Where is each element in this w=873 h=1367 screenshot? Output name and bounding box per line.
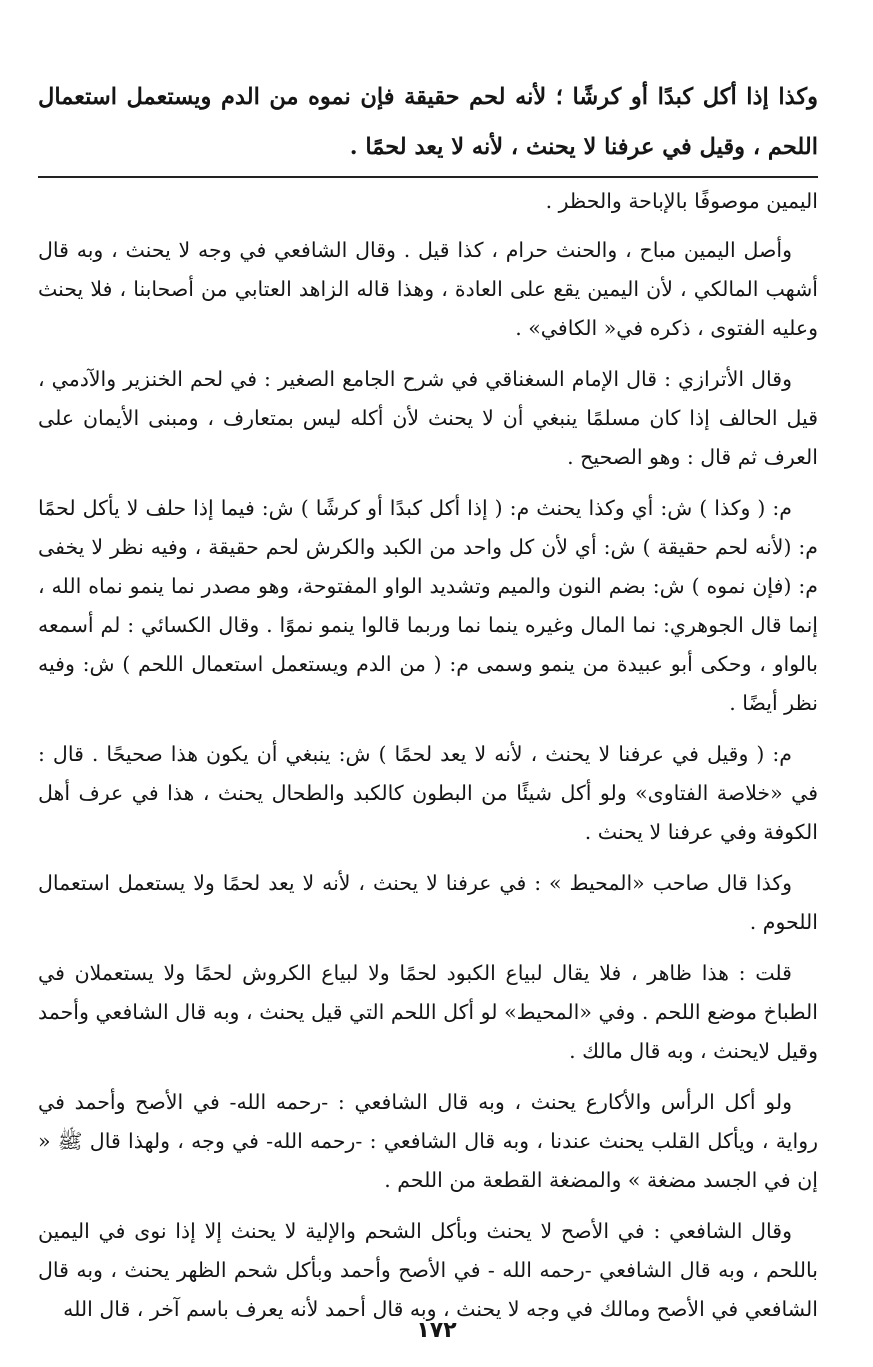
commentary-paragraph: اليمين موصوفًا بالإباحة والحظر . — [545, 189, 818, 213]
commentary-paragraph: وكذا قال صاحب «المحيط » : في عرفنا لا يحنث ، لأنه لا يعد لحمًا ولا يستعمل استعمال اللحوم . — [38, 871, 818, 934]
commentary-paragraph: م: ( وكذا ) ش: أي وكذا يحنث م: ( إذا أكل كبدًا أو كرشًا ) ش: فيما إذا حلف لا يأكل لحمًا م: (لأنه لحم حقيقة ) ش: أي لأن كل واحد من الكبد والكرش لحم حقيقة ، وفيه نظر لا يخفى م: (فإن نموه ) ش: بضم النون والميم وتشديد الواو المفتوحة، وهو مصدر نما ينمو نماه الله ، إنما قال الجوهري: نما المال وغيره ينما نما وربما قالوا ينمو نموًا . وقال الكسائي : لم أسمعه بالواو ، وحكى أبو عبيدة من ينمو وسمى م: ( من الدم ويستعمل استعمال اللحم ) ش: وفيه نظر أيضًا . — [38, 496, 818, 715]
commentary-paragraph: وقال الشافعي : في الأصح لا يحنث وبأكل الشحم والإلية لا يحنث إلا إذا نوى في اليمين باللحم ، وبه قال الشافعي -رحمه الله - في الأصح وأحمد وبأكل شحم الظهر يحنث ، وبه قال الشافعي في الأصح ومالك في وجه لا يحنث ، وبه قال أحمد لأنه يعرف باسم آخر ، قال الله — [38, 1219, 818, 1321]
commentary-paragraph: وأصل اليمين مباح ، والحنث حرام ، كذا قيل . وقال الشافعي في وجه لا يحنث ، وبه قال أشهب المالكي ، لأن اليمين يقع على العادة ، وهذا قاله الزاهد العتابي من أصحابنا ، فلا يحنث وعليه الفتوى ، ذكره في« الكافي» . — [38, 238, 818, 340]
commentary-paragraph: وقال الأترازي : قال الإمام السغناقي في شرح الجامع الصغير : في لحم الخنزير والآدمي ، قيل الحالف إذا كان مسلمًا ينبغي أن لا يحنث لأن أكله ليس بمتعارف ، ومبنى الأيمان على العرف ثم قال : وهو الصحيح . — [38, 367, 818, 469]
commentary-paragraph: قلت : هذا ظاهر ، فلا يقال لبياع الكبود لحمًا ولا لبياع الكروش لحمًا ولا يستعملان في الطباخ موضع اللحم . وفي «المحيط» لو أكل اللحم التي قيل يحنث ، وبه قال الشافعي وأحمد وقيل لايحنث ، وبه قال مالك . — [38, 961, 818, 1063]
matn-text: وكذا إذا أكل كبدًا أو كرشًا ؛ لأنه لحم حقيقة فإن نموه من الدم ويستعمل استعمال اللحم ، وقيل في عرفنا لا يحنث ، لأنه لا يعد لحمًا . — [38, 84, 818, 160]
page-number: ١٧٢ — [416, 1318, 457, 1343]
commentary-block — [38, 182, 818, 1341]
commentary-paragraph: ولو أكل الرأس والأكارع يحنث ، وبه قال الشافعي : -رحمه الله- في الأصح وأحمد في رواية ، ويأكل القلب يحنث عندنا ، وبه قال الشافعي : -رحمه الله- في وجه ، ولهذا قال ﷺ « إن في الجسد مضغة » والمضغة القطعة من اللحم . — [38, 1090, 818, 1192]
main-text-block — [38, 72, 818, 172]
separator-rule — [38, 176, 818, 178]
commentary-paragraph: م: ( وقيل في عرفنا لا يحنث ، لأنه لا يعد لحمًا ) ش: ينبغي أن يكون هذا صحيحًا . قال : في «خلاصة الفتاوى» ولو أكل شيئًا من البطون كالكبد والطحال يحنث ، هذا في عرف أهل الكوفة وفي عرفنا لا يحنث . — [38, 742, 818, 844]
